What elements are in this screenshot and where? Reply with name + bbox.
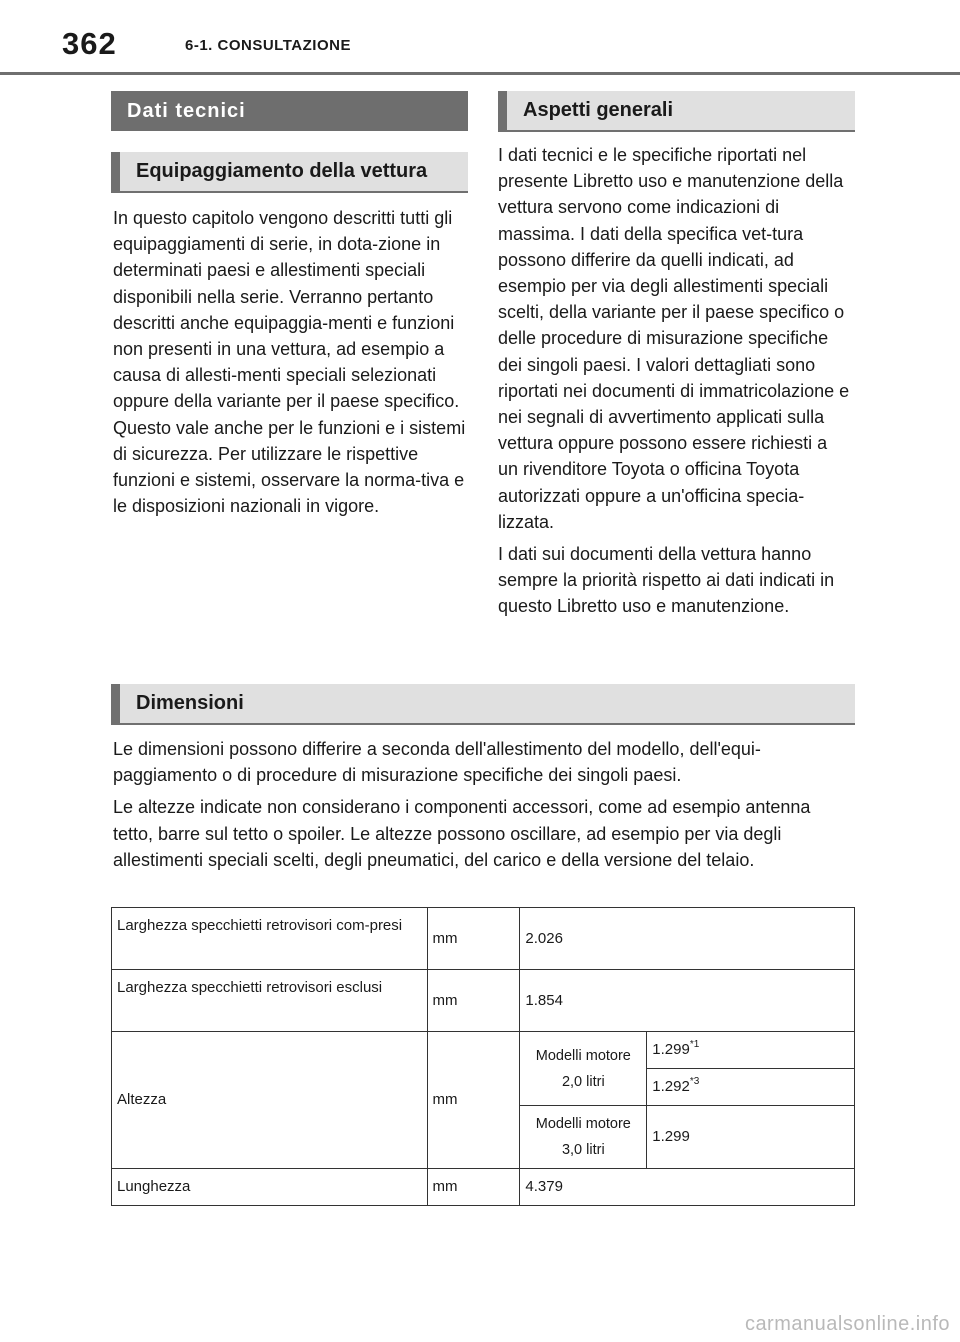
header-rule [0, 72, 960, 75]
row-label: Larghezza specchietti retrovisori esclusi [112, 970, 428, 1032]
subtitle-bar: Equipaggiamento della vettura [111, 152, 468, 193]
footnote-ref: *3 [689, 1076, 700, 1087]
row-unit: mm [427, 908, 520, 970]
table-row [112, 970, 855, 1032]
page-number: 362 [62, 26, 117, 61]
dimensions-table [111, 907, 855, 1206]
row-value: 1.299 [647, 1106, 855, 1169]
general-aspects-bar: Aspetti generali [498, 91, 855, 132]
general-paragraph-2: I dati sui documenti della vettura hanno sempre la priorità rispetto ai dati indicati in questo Libretto uso e manutenzione. [498, 544, 835, 617]
row-unit: mm [427, 1032, 520, 1169]
dimensions-body [113, 736, 853, 879]
right-body [498, 142, 850, 626]
watermark: carmanualsonline.info [744, 1313, 950, 1335]
dimensions-paragraph-1: Le dimensioni possono differire a seconda dell'allestimento del modello, dell'equi-paggiamento o di procedure di misurazione specifiche dei singoli paesi. [113, 739, 761, 786]
row-value: 4.379 [520, 1169, 855, 1206]
section-label: 6-1. CONSULTAZIONE [185, 37, 351, 54]
row-label: Larghezza specchietti retrovisori com-presi [112, 908, 428, 970]
page-header [0, 0, 960, 78]
dimensions-bar: Dimensioni [111, 684, 855, 725]
engine-2-0-label: Modelli motore 2,0 litri [520, 1032, 647, 1106]
row-value: 1.292$^{*3}$ [647, 1069, 855, 1106]
row-unit: mm [427, 1169, 520, 1206]
row-value: 1.854 [520, 970, 855, 1032]
dimensions-paragraph-2: Le altezze indicate non considerano i componenti accessori, come ad esempio antenna tetto, barre sul tetto o spoiler. Le altezze possono oscillare, ad esempio per via degli allestimenti speciali scelti, degli pneumatici, del carico e della versione del telaio. [113, 797, 811, 870]
row-value: 1.299$^{*1}$ [647, 1032, 855, 1069]
general-paragraph-1: I dati tecnici e le specifiche riportati nel presente Libretto uso e manutenzione della vettura servono come indicazioni di massima. I dati della specifica vet-tura possono differire da quelli indicati, ad esempio per via degli allestimenti speciali scelti, della variante per il paese specifico o delle procedure di misurazione specifiche dei singoli paesi. I valori dettagliati sono riportati nei documenti di immatricolazione e nei segnali di avvertimento applicati sulla vettura oppure possono essere richiesti a un rivenditore Toyota o officina Toyota autorizzati oppure a un'officina specia-lizzata. [498, 145, 850, 532]
table-row [112, 908, 855, 970]
row-label: Lunghezza [112, 1169, 428, 1206]
intro-paragraph: In questo capitolo vengono descritti tutti gli equipaggiamenti di serie, in dota-zione in determinati paesi e allestimenti speciali disponibili nella serie. Verranno pertanto descritti anche equipaggia-menti e funzioni non presenti in una vettura, ad esempio a causa di allesti-menti speciali selezionati oppure della variante per il paese specifico. Questo vale anche per le funzioni e i sistemi di sicurezza. Per utilizzare le rispettive funzioni e sistemi, osservare la norma-tiva e le disposizioni nazionali in vigore. [113, 208, 466, 517]
left-body [113, 205, 468, 525]
row-label: Altezza [112, 1032, 428, 1169]
engine-3-0-label: Modelli motore 3,0 litri [520, 1106, 647, 1169]
table-row [112, 1032, 855, 1069]
row-value: 2.026 [520, 908, 855, 970]
table-row [112, 1169, 855, 1206]
main-title-bar: Dati tecnici [111, 91, 468, 131]
row-unit: mm [427, 970, 520, 1032]
footnote-ref: *1 [689, 1039, 700, 1050]
